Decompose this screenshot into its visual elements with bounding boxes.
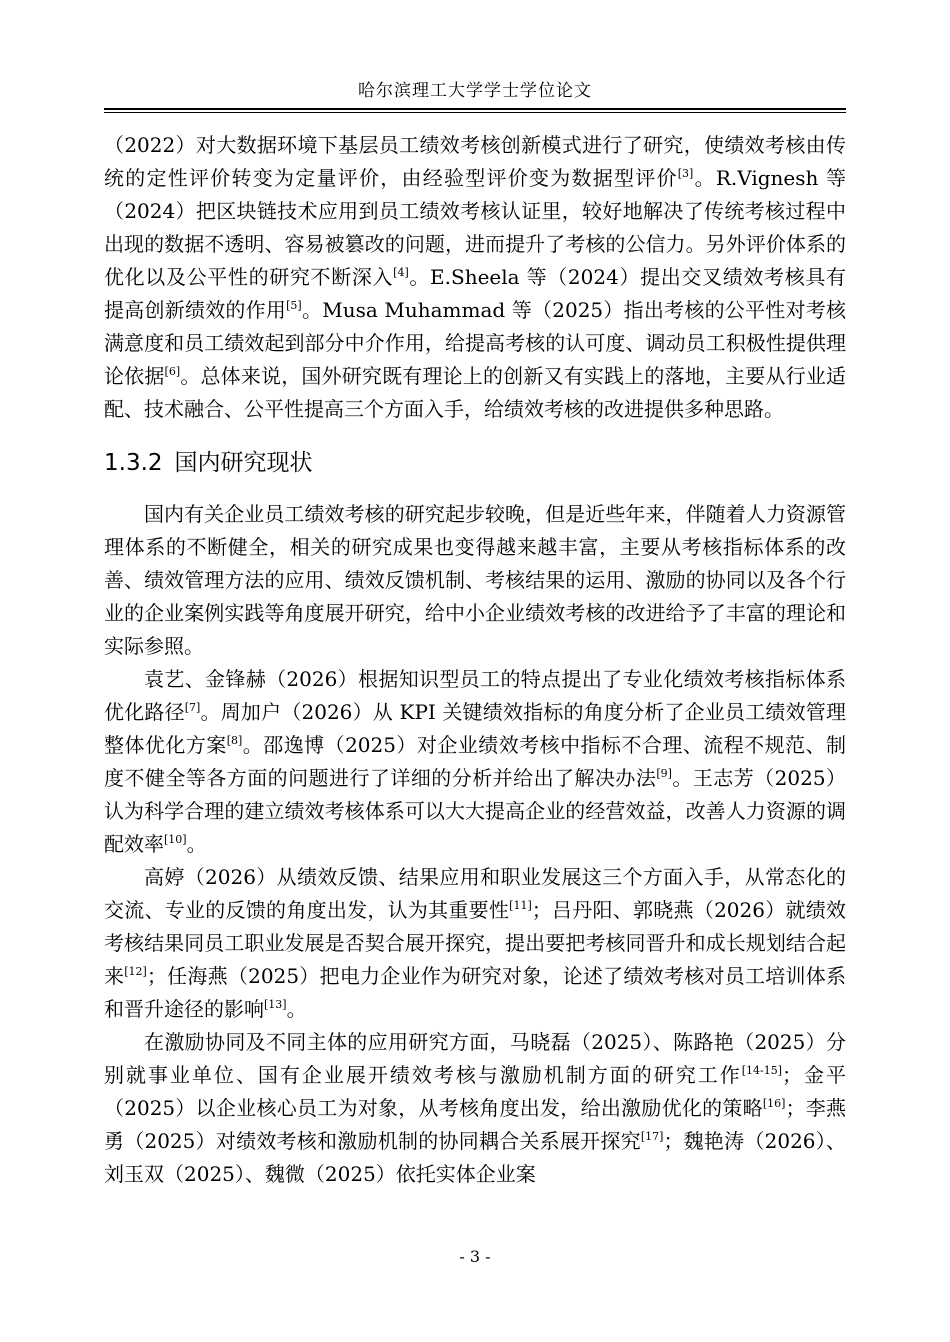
text-segment: 。 — [286, 997, 307, 1021]
running-header: 哈尔滨理工大学学士学位论文 — [358, 81, 592, 101]
text-segment: ；金平（2025）以企业核心员工为对象，从考核角度出发，给出激励优化的策略 — [104, 1063, 847, 1120]
text-segment: ；李燕勇（2025）对绩效考核和激励机制的协同耦合关系展开探究 — [104, 1096, 846, 1153]
text-segment: 在激励协同及不同主体的应用研究方面，马晓磊（2025）、陈路艳（2025）分别就事业单位、国有企业展开绩效考核与激励机制方面的研究工作 — [104, 1030, 846, 1087]
citation[interactable]: [11] — [509, 899, 532, 912]
citation[interactable]: [5] — [286, 299, 302, 312]
citation[interactable]: [6] — [164, 365, 181, 378]
text-segment: 。R.Vignesh 等（2024）把区块链技术应用到员工绩效考核认证里，较好地解决了传统考核过程中出现的数据不透明、容易被篡改的问题，进而提升了考核的公信力。另外评价体系的优化以及公平性的研究不断深入 — [104, 166, 847, 289]
body-content — [104, 129, 846, 1191]
text-segment: 。E.Sheela 等（2024）提出交叉绩效考核具有提高创新绩效的作用 — [104, 265, 846, 322]
header-rule-thick — [104, 108, 846, 110]
text-segment: 高婷（2026）从绩效反馈、结果应用和职业发展这三个方面入手，从常态化的交流、专业的反馈的角度出发，认为其重要性 — [104, 865, 846, 922]
citation[interactable]: [17] — [640, 1130, 664, 1143]
paragraph-incentive-synergy — [104, 1026, 846, 1191]
paragraph-indicator-system — [104, 663, 846, 861]
text-segment: ；任海燕（2025）把电力企业作为研究对象，论述了绩效考核对员工培训体系和晋升途径的影响 — [104, 964, 846, 1021]
text-segment: 袁艺、金锋赫（2026）根据知识型员工的特点提出了专业化绩效考核指标体系优化路径 — [104, 667, 846, 724]
header-rule-thin — [104, 112, 846, 113]
text-segment: 。王志芳（2025）认为科学合理的建立绩效考核体系可以大大提高企业的经营效益，改善人力资源的调配效率 — [104, 766, 846, 856]
section-number: 1.3.2 — [104, 450, 163, 476]
paragraph-domestic-overview — [104, 498, 846, 663]
paragraph-feedback-results — [104, 861, 846, 1026]
citation[interactable]: [8] — [226, 734, 243, 747]
text-segment: 。邵逸博（2025）对企业绩效考核中指标不合理、流程不规范、制度不健全等各方面的问题进行了详细的分析并给出了解决办法 — [104, 733, 847, 790]
citation[interactable]: [12] — [124, 965, 147, 978]
text-segment: ；吕丹阳、郭晓燕（2026）就绩效考核结果同员工职业发展是否契合展开探究，提出要把考核同晋升和成长规划结合起来 — [104, 898, 846, 988]
text-segment: ；魏艳涛（2026）、刘玉双（2025）、魏微（2025）依托实体企业案 — [104, 1129, 846, 1186]
citation[interactable]: [13] — [264, 998, 287, 1011]
section-title: 国内研究现状 — [174, 450, 313, 476]
citation[interactable]: [7] — [184, 701, 201, 714]
paragraph-foreign-research-cont — [104, 129, 846, 426]
citation[interactable]: [9] — [656, 767, 672, 780]
citation[interactable]: [14-15] — [741, 1064, 783, 1077]
page-number: - 3 - — [459, 1247, 491, 1266]
text-segment: 。总体来说，国外研究既有理论上的创新又有实践上的落地，主要从行业适配、技术融合、公平性提高三个方面入手，给绩效考核的改进提供多种思路。 — [104, 364, 847, 421]
citation[interactable]: [10] — [164, 833, 187, 846]
section-heading — [104, 444, 846, 482]
text-segment: 。 — [186, 832, 207, 856]
citation[interactable]: [3] — [677, 167, 694, 180]
text-segment: 。周加户（2026）从 KPI 关键绩效指标的角度分析了企业员工绩效管理整体优化方案 — [104, 700, 846, 757]
citation[interactable]: [16] — [762, 1097, 786, 1110]
text-segment: 国内有关企业员工绩效考核的研究起步较晚，但是近些年来，伴随着人力资源管理体系的不断健全，相关的研究成果也变得越来越丰富，主要从考核指标体系的改善、绩效管理方法的应用、绩效反馈机制、考核结果的运用、激励的协同以及各个行业的企业案例实践等角度展开研究，给中小企业绩效考核的改进给予了丰富的理论和实际参照。 — [104, 502, 846, 658]
citation[interactable]: [4] — [393, 266, 409, 279]
text-segment: 。Musa Muhammad 等（2025）指出考核的公平性对考核满意度和员工绩效起到部分中介作用，给提高考核的认可度、调动员工积极性提供理论依据 — [104, 298, 846, 388]
text-segment: （2022）对大数据环境下基层员工绩效考核创新模式进行了研究，使绩效考核由传统的定性评价转变为定量评价，由经验型评价变为数据型评价 — [104, 133, 846, 190]
